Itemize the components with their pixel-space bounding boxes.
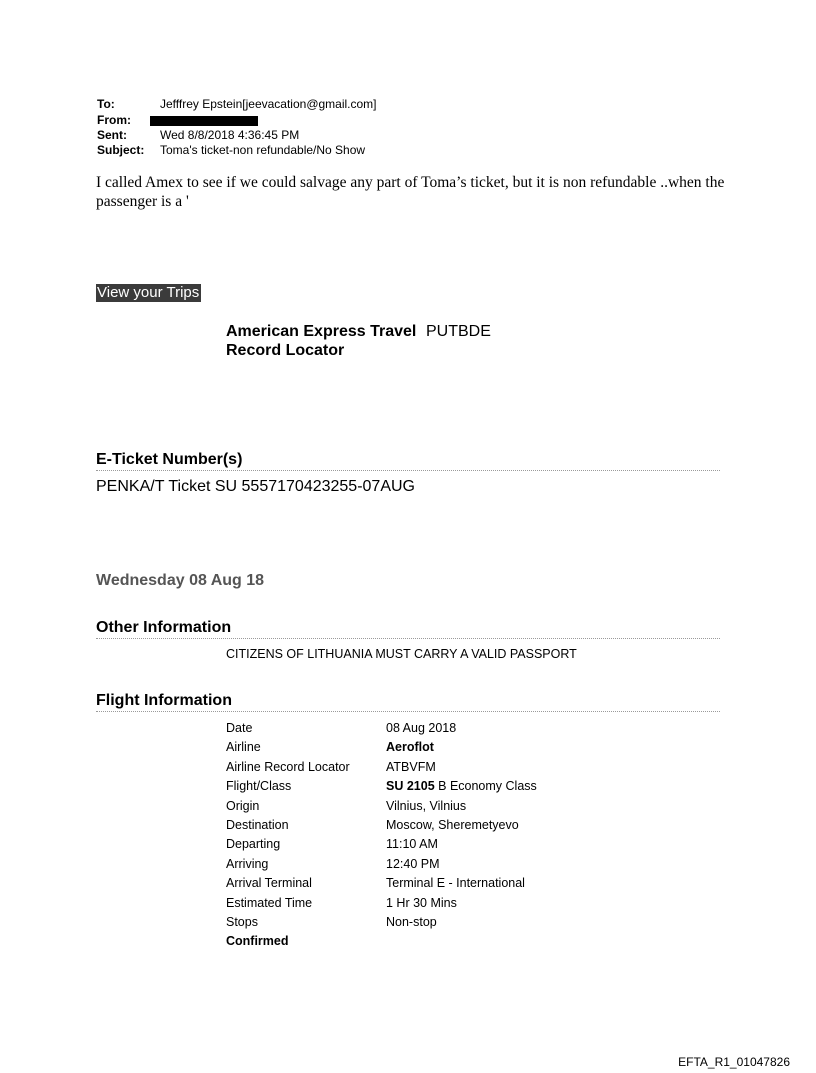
to-label: To: [97, 97, 115, 111]
flight-label: Origin [226, 798, 260, 813]
flight-label: Arrival Terminal [226, 876, 312, 891]
other-info-heading: Other Information [96, 618, 720, 639]
flight-label: Departing [226, 837, 281, 852]
flight-value: Terminal E - International [386, 876, 525, 891]
flight-info-heading: Flight Information [96, 691, 720, 712]
flight-label: Flight/Class [226, 779, 292, 794]
flight-value: ATBVFM [386, 759, 436, 774]
flight-class: B Economy Class [434, 779, 537, 794]
flight-row-stops [226, 913, 537, 932]
flight-value [386, 777, 537, 796]
flight-row-estimated-time [226, 894, 537, 913]
from-label: From: [97, 113, 131, 127]
flight-row-destination [226, 816, 537, 835]
flight-row-origin [226, 797, 537, 816]
sent-value: Wed 8/8/2018 4:36:45 PM [160, 128, 300, 142]
flight-value: Non-stop [386, 914, 437, 929]
eticket-heading: E-Ticket Number(s) [96, 450, 720, 471]
booking-status: Confirmed [226, 934, 289, 949]
flight-row-record-locator [226, 758, 537, 777]
flight-value: 1 Hr 30 Mins [386, 895, 457, 910]
flight-value: 12:40 PM [386, 856, 440, 871]
flight-value: Vilnius, Vilnius [386, 798, 467, 813]
flight-label: Date [226, 721, 253, 735]
eticket-number: PENKA/T Ticket SU 5557170423255-07AUG [96, 478, 415, 495]
flight-value: 08 Aug 2018 [386, 721, 457, 735]
flight-label: Airline Record Locator [226, 759, 350, 774]
flight-row-arriving [226, 855, 537, 874]
document-id: EFTA_R1_01047826 [678, 1055, 790, 1069]
record-title: American Express Travel [226, 323, 417, 340]
flight-value: Aeroflot [386, 740, 434, 755]
redaction-bar [150, 116, 258, 126]
flight-info-table [226, 719, 537, 952]
flight-row-flight-class [226, 777, 537, 796]
flight-number: SU 2105 [386, 779, 435, 794]
subject-value: Toma's ticket-non refundable/No Show [160, 143, 366, 157]
flight-value: 11:10 AM [386, 837, 438, 852]
flight-label: Destination [226, 817, 289, 832]
sent-label: Sent: [97, 128, 127, 142]
flight-label: Arriving [226, 856, 269, 871]
subject-label: Subject: [97, 143, 145, 157]
flight-label: Airline [226, 740, 261, 755]
flight-label: Stops [226, 914, 258, 929]
flight-value: Moscow, Sheremetyevo [386, 817, 519, 832]
view-trips-button[interactable]: View your Trips [97, 284, 200, 301]
to-value: Jefffrey Epstein[jeevacation@gmail.com] [160, 97, 377, 111]
other-info-text: CITIZENS OF LITHUANIA MUST CARRY A VALID PASSPORT [226, 647, 577, 661]
email-body: I called Amex to see if we could salvage any part of Toma’s ticket, but it is non refundable ..when the passenger is a ' [96, 174, 725, 210]
flight-label: Estimated Time [226, 895, 313, 910]
record-locator-code: PUTBDE [426, 323, 491, 340]
record-title-line2: Record Locator [226, 342, 345, 359]
flight-row-status [226, 932, 537, 951]
trip-date-heading: Wednesday 08 Aug 18 [96, 572, 265, 589]
flight-row-airline [226, 738, 537, 757]
flight-row-date [226, 719, 537, 738]
flight-row-arrival-terminal [226, 874, 537, 893]
flight-row-departing [226, 835, 537, 854]
